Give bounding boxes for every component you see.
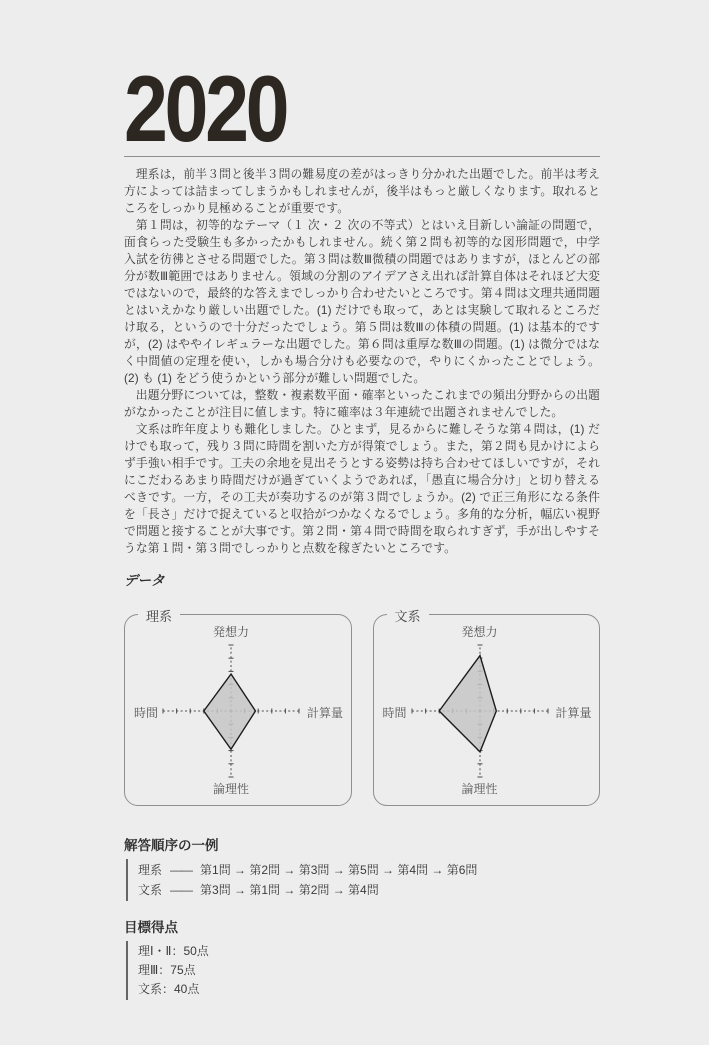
- order-row-sequence: 第3問 → 第1問 → 第2問 → 第4問: [200, 883, 379, 897]
- chart-box-humanities: [373, 609, 601, 806]
- order-row-label: 文系: [138, 883, 163, 897]
- paragraph-topic-fields: 出題分野については，整数・複素数平面・確率といったこれまでの頻出分野からの出題がなかったことが注目に値します。特に確率は３年連続で出題されませんでした。: [124, 388, 600, 419]
- page-content: [124, 45, 600, 1000]
- answer-order-row-humanities: [138, 880, 600, 900]
- axis-label-top: 発想力: [461, 625, 498, 639]
- radar-chart-science: [125, 615, 351, 805]
- order-row-separator: ——: [170, 863, 193, 877]
- answer-order-list: [126, 859, 600, 901]
- year-text: 2020: [124, 56, 287, 162]
- radar-chart-humanities: [374, 615, 600, 805]
- analysis-text: [124, 166, 600, 557]
- paragraph-problem-details: 第１問は，初等的なテーマ（１ 次・２ 次の不等式）とはいえ目新しい論証の問題で，面食らった受験生も多かったかもしれません。続く第２問も初等的な図形問題で，中学入試を彷彿とさせる問題でした。第３問は数Ⅲ微積の問題ではありますが，ほとんどの部分が数Ⅲ範囲ではありません。領域の分割のアイデアさえ出れば計算自体はそれほど大変ではないので，最終的な答えまでしっかり合わせたいところです。第４問は文理共通問題とはいえかなり厳しい出題でした。(1) だけでも取って，あとは実験して取れるところだけ取る，というので十分だったでしょう。第５問は数Ⅲの体積の問題。(1) は基本的ですが，(2) はややイレギュラーな出題でした。第６問は重厚な数Ⅲの問題。(1) は微分ではなく中間値の定理を使い，しかも場合分けも必要なので，やりにくかったことでしょう。(2) も (1) をどう使うかという部分が難しい問題でした。: [124, 218, 600, 385]
- axis-label-top: 発想力: [212, 625, 250, 639]
- axis-label-bottom: 論理性: [461, 782, 498, 796]
- axis-label-right: 計算量: [555, 706, 592, 720]
- target-score-row-sci3: 理Ⅲ：75点: [138, 963, 196, 977]
- target-score-heading: 目標得点: [124, 920, 178, 935]
- page-title-year: [124, 45, 600, 162]
- axis-label-bottom: 論理性: [212, 782, 250, 796]
- chart-legend-humanities: 文系: [387, 606, 429, 625]
- target-score-list: [126, 941, 600, 1000]
- answer-order-heading: 解答順序の一例: [124, 838, 219, 853]
- paragraph-humanities-overview: 文系は昨年度よりも難化しました。ひとまず，見るからに難しそうな第４問は，(1) だけでも取って，残り３問に時間を割いた方が得策でしょう。また，第２問も見かけによらず手強い相手です。工夫の余地を見出そうとする姿勢は持ち合わせてほしいですが，それにこだわるあまり時間だけが過ぎていくようであれば，「愚直に場合分け」と切り替えるべきです。一方，その工夫が奏功するのが第３問でしょうか。(2) で正三角形になる条件を「長さ」だけで捉えていると収拾がつかなくなるでしょう。多角的な分析，幅広い視野で問題と接することが大事です。第２問・第４問で時間を取られすぎず，手が出しやすそうな第１問・第３問でしっかりと点数を稼ぎたいところです。: [124, 422, 600, 555]
- charts-row: [124, 609, 600, 806]
- target-score-row-humanities: 文系：40点: [138, 982, 200, 996]
- axis-label-left: 時間: [134, 706, 159, 720]
- answer-order-row-science: [138, 860, 600, 880]
- data-section-heading: データ: [124, 573, 165, 588]
- order-row-sequence: 第1問 → 第2問 → 第3問 → 第5問 → 第4問 → 第6問: [200, 863, 478, 877]
- order-row-separator: ——: [170, 883, 193, 897]
- paragraph-science-overview: 理系は，前半３問と後半３問の難易度の差がはっきり分かれた出題でした。前半は考え方によっては詰まってしまうかもしれませんが，後半はもっと厳しくなります。取れるところをしっかり見極めることが重要です。: [124, 167, 600, 215]
- chart-legend-science: 理系: [138, 606, 180, 625]
- axis-label-left: 時間: [382, 706, 407, 720]
- chart-box-science: [124, 609, 352, 806]
- order-row-label: 理系: [138, 863, 163, 877]
- axis-label-right: 計算量: [307, 706, 344, 720]
- target-score-row-sci12: 理Ⅰ・Ⅱ：50点: [138, 944, 209, 958]
